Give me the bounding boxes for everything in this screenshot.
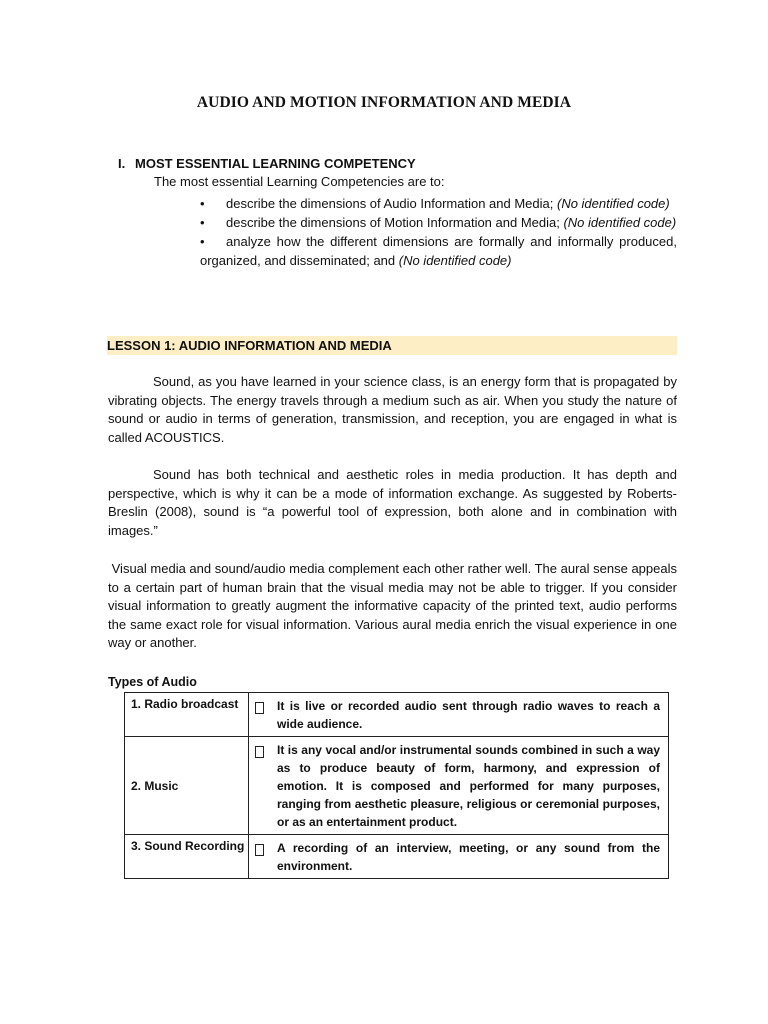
competency-item	[200, 194, 677, 213]
competency-text: describe the dimensions of Audio Information and Media;	[226, 196, 557, 211]
competency-text: describe the dimensions of Motion Information and Media;	[226, 215, 564, 230]
paragraph-text: Sound, as you have learned in your science class, is an energy form that is propagated by vibrating objects. The energy travels through a medium such as air. When you study the nature of sound or audio in terms of generation, transmission, and reception, you are engaged in what is called ACOUSTICS.	[108, 374, 677, 445]
competency-text: analyze how the different dimensions are formally and informally produced, organized, and disseminated; and	[200, 234, 677, 268]
paragraph-text: Sound has both technical and aesthetic roles in media production. It has depth and perspective, which is why it can be a mode of information exchange. As suggested by Roberts-Breslin (2008), sound is “a powerful tool of expression, both alone and in combination with images.”	[108, 467, 677, 538]
lesson-paragraph	[108, 560, 677, 653]
section-intro: The most essential Learning Competencies are to:	[154, 174, 445, 189]
competency-item	[200, 213, 677, 232]
lesson-paragraph	[108, 373, 677, 447]
checkbox-glyph-icon	[255, 844, 264, 856]
bullet-marker: •	[200, 196, 205, 211]
competency-list	[200, 194, 677, 270]
competency-code: (No identified code)	[556, 196, 670, 211]
competency-item	[200, 232, 677, 270]
checkbox-glyph-icon	[255, 702, 264, 714]
competency-code: (No identified code)	[563, 215, 677, 230]
section-heading-text: MOST ESSENTIAL LEARNING COMPETENCY	[135, 156, 416, 171]
types-of-audio-table	[124, 692, 669, 879]
audio-type-description-cell	[249, 693, 669, 737]
audio-type-description: A recording of an interview, meeting, or any sound from the environment.	[277, 841, 660, 873]
table-row	[125, 693, 669, 737]
checkbox-glyph-icon	[255, 746, 264, 758]
audio-type-description-cell	[249, 835, 669, 879]
audio-type-description: It is any vocal and/or instrumental sounds combined in such a way as to produce beauty of form, harmony, and expression of emotion. It is composed and performed for many purposes, ranging from aesthetic pleasure, religious or ceremonial purposes, or as an entertainment product.	[277, 743, 660, 829]
audio-type-description: It is live or recorded audio sent through radio waves to reach a wide audience.	[277, 699, 660, 731]
bullet-marker: •	[200, 234, 205, 249]
paragraph-text: Visual media and sound/audio media complement each other rather well. The aural sense appeals to a certain part of human brain that the visual media may not be able to trigger. If you consider visual information to greatly augment the informative capacity of the printed text, audio performs the same exact role for visual information. Various aural media enrich the visual experience in one way or another.	[108, 561, 677, 650]
lesson-heading: LESSON 1: AUDIO INFORMATION AND MEDIA	[107, 336, 677, 355]
competency-code: (No identified code)	[398, 253, 512, 268]
lesson-paragraph	[108, 466, 677, 540]
table-row	[125, 835, 669, 879]
audio-type-name: 1. Radio broadcast	[125, 693, 249, 737]
audio-type-name: 2. Music	[125, 737, 249, 835]
document-title: AUDIO AND MOTION INFORMATION AND MEDIA	[196, 94, 572, 111]
audio-type-name: 3. Sound Recording	[125, 835, 249, 879]
bullet-marker: •	[200, 215, 205, 230]
table-row	[125, 737, 669, 835]
types-of-audio-label: Types of Audio	[108, 675, 197, 689]
section-number: I.	[118, 156, 126, 171]
section-heading	[118, 156, 416, 171]
audio-type-description-cell	[249, 737, 669, 835]
